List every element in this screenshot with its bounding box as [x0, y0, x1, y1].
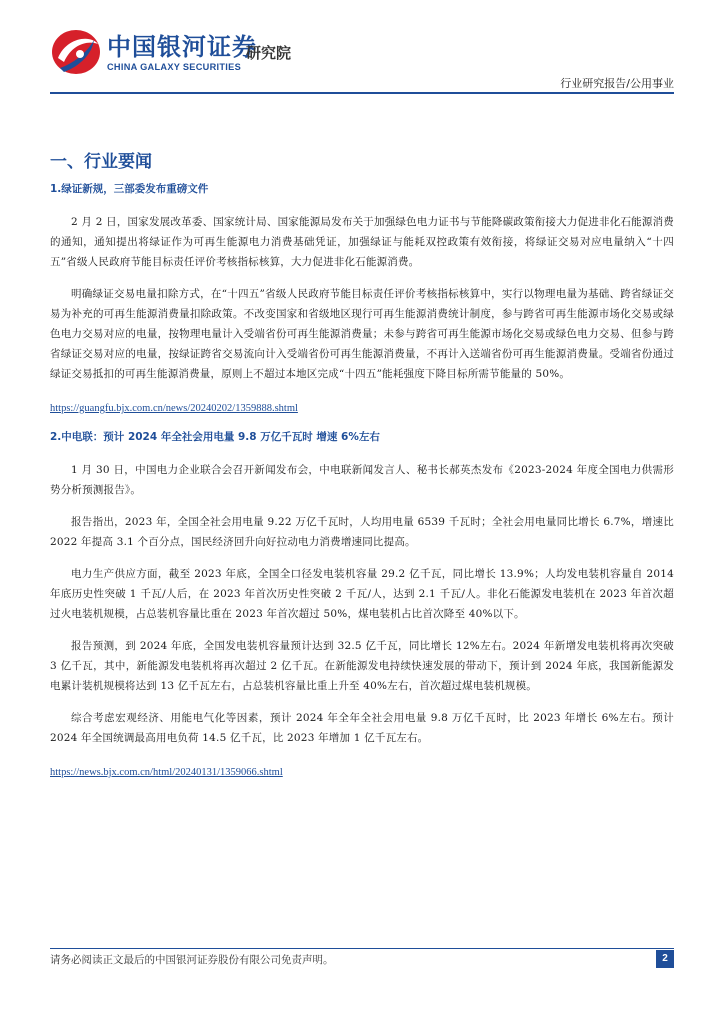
news-paragraph: 明确绿证交易电量扣除方式，在“十四五”省级人民政府节能目标责任评价考核指标核算中，实行以物理电量为基础、跨省绿证交易为补充的可再生能源消费量扣除政策。不改变国家和省级地区现行可再生能源消费统计制度，参与跨省可再生能源市场化交易或绿色电力交易对应的电量，按物理电量计入受端省份可再生能源消费量；未参与跨省可再生能源市场化交易或绿色电力交易、但参与跨省绿证交易对应的电量，按绿证跨省交易流向计入受端省份可再生能源消费量，不再计入送端省份可再生能源消费量。受端省份通过绿证交易抵扣的可再生能源消费量，原则上不超过本地区完成“十四五”能耗强度下降目标所需节能量的 50%。	[50, 288, 674, 380]
news-title: 1.绿证新规，三部委发布重磅文件	[50, 183, 209, 195]
page-number: 2	[656, 950, 674, 968]
news-paragraph: 2 月 2 日，国家发展改革委、国家统计局、国家能源局发布关于加强绿色电力证书与节能降碳政策衔接大力促进非化石能源消费的通知，通知提出将绿证作为可再生能源电力消费基础凭证，加强绿证与能耗双控政策有效衔接，将绿证交易对应电量纳入“十四五”省级人民政府节能目标责任评价考核指标核算，大力促进非化石能源消费。	[50, 216, 674, 268]
brand-name-en: CHINA GALAXY SECURITIES	[107, 62, 242, 72]
footer-divider	[50, 948, 674, 949]
brand-name-cn: 中国银河证券	[107, 33, 257, 61]
galaxy-logo-icon	[50, 28, 102, 76]
header-divider	[50, 92, 674, 94]
news-paragraph: 综合考虑宏观经济、用能电气化等因素，预计 2024 年全年全社会用电量 9.8 万亿千瓦时，比 2023 年增长 6%左右。预计 2024 年全国统调最高用电负荷 14.5 亿千瓦，比 2023 年增加 1 亿千瓦左右。	[50, 712, 674, 744]
section-title: 一、行业要闻	[50, 152, 152, 172]
brand	[107, 34, 257, 73]
institute-label: 研究院	[246, 44, 292, 62]
news-paragraph: 报告预测，到 2024 年底，全国发电装机容量预计达到 32.5 亿千瓦，同比增长 12%左右。2024 年新增发电装机将再次突破 3 亿千瓦，其中，新能源发电装机将再次超过 2 亿千瓦。在新能源发电持续快速发展的带动下，预计到 2024 年底，我国新能源发电累计装机规模将达到 13 亿千瓦左右，占总装机容量比重上升至 40%左右，首次超过煤电装机规模。	[50, 640, 674, 692]
main-content	[50, 150, 674, 792]
news-paragraph: 1 月 30 日，中国电力企业联合会召开新闻发布会，中电联新闻发言人、秘书长郝英杰发布《2023-2024 年度全国电力供需形势分析预测报告》。	[50, 464, 674, 496]
source-link[interactable]: https://news.bjx.com.cn/html/20240131/1359066.shtml	[50, 767, 283, 778]
source-link[interactable]: https://guangfu.bjx.com.cn/news/20240202/1359888.shtml	[50, 403, 298, 414]
news-paragraph: 报告指出，2023 年，全国全社会用电量 9.22 万亿千瓦时，人均用电量 6539 千瓦时；全社会用电量同比增长 6.7%，增速比 2022 年提高 3.1 个百分点，国民经济回升向好拉动电力消费增速同比提高。	[50, 516, 674, 548]
news-item	[50, 428, 674, 792]
report-type: 行业研究报告/公用事业	[560, 77, 674, 90]
news-item	[50, 180, 674, 428]
disclaimer-note: 请务必阅读正文最后的中国银河证券股份有限公司免责声明。	[50, 954, 334, 966]
news-paragraph: 电力生产供应方面，截至 2023 年底，全国全口径发电装机容量 29.2 亿千瓦，同比增长 13.9%；人均发电装机容量自 2014 年底历史性突破 1 千瓦/人后，在 2023 年首次历史性突破 2 千瓦/人，达到 2.1 千瓦/人。非化石能源发电装机在 2023 年首次超过火电装机规模，占总装机容量比重在 2023 年首次超过 50%，煤电装机占比首次降至 40%以下。	[50, 568, 674, 620]
news-title: 2.中电联：预计 2024 年全社会用电量 9.8 万亿千瓦时 增速 6%左右	[50, 431, 380, 443]
